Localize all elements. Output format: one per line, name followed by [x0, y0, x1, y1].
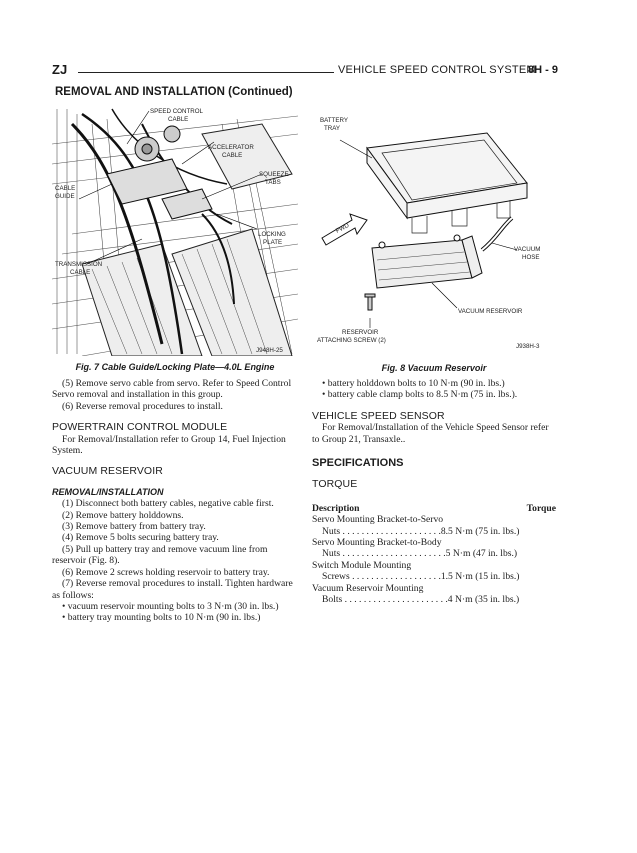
label-accelerator-cable-2: CABLE	[222, 152, 243, 159]
label-transmission-cable-2: CABLE	[70, 269, 91, 276]
label-speed-control-cable-1: SPEED CONTROL	[150, 108, 203, 115]
bullet-cable-clamp-bolts: • battery cable clamp bolts to 8.5 N·m (75 in. lbs.).	[322, 389, 518, 401]
right-column	[312, 378, 556, 606]
step-6-servo: (6) Reverse removal procedures to install.	[62, 400, 223, 412]
label-locking-plate-2: PLATE	[263, 239, 283, 246]
label-squeeze-tabs-2: TABS	[265, 179, 281, 186]
spec-row-value: Screws . . . . . . . . . . . . . . . . . . .1.5 N·m (15 in. lbs.)	[322, 571, 520, 583]
header-group-code: ZJ	[52, 62, 68, 77]
pcm-text: For Removal/Installation refer to Group 14, Fuel Injection System.	[52, 433, 286, 457]
engine-cable-drawing	[52, 104, 298, 356]
spec-row	[312, 537, 556, 560]
specifications-heading: SPECIFICATIONS	[312, 457, 404, 470]
spec-row-desc: Servo Mounting Bracket-to-Body	[312, 537, 442, 549]
spec-row-desc: Vacuum Reservoir Mounting	[312, 582, 424, 594]
label-battery-tray-1: BATTERY	[320, 117, 348, 124]
label-reservoir-screw-1: RESERVOIR	[342, 329, 379, 336]
label-locking-plate-1: LOCKING	[258, 231, 286, 238]
label-cable-guide-1: CABLE	[55, 185, 76, 192]
spec-row	[312, 560, 556, 583]
label-battery-tray-2: TRAY	[324, 125, 341, 132]
label-transmission-cable-1: TRANSMISSION	[55, 261, 103, 268]
label-vacuum-reservoir: VACUUM RESERVOIR	[458, 308, 523, 315]
vacuum-reservoir-drawing	[312, 108, 556, 352]
spec-row-desc: Switch Module Mounting	[312, 559, 412, 571]
step-5: (5) Pull up battery tray and remove vacuum line from reservoir (Fig. 8).	[52, 543, 268, 567]
bullet-reservoir-bolts: • vacuum reservoir mounting bolts to 3 N·m (30 in. lbs.)	[62, 600, 279, 612]
step-1: (1) Disconnect both battery cables, negative cable first.	[62, 498, 274, 510]
step-5-servo: (5) Remove servo cable from servo. Refer to Speed Control Servo removal and installation in this group.	[52, 378, 292, 401]
figure-7-caption: Fig. 7 Cable Guide/Locking Plate—4.0L Engine	[75, 362, 275, 372]
pcm-heading: POWERTRAIN CONTROL MODULE	[52, 421, 228, 434]
label-accelerator-cable-1: ACCELERATOR	[208, 144, 254, 151]
vacuum-reservoir-heading: VACUUM RESERVOIR	[52, 465, 163, 478]
bullet-holddown-bolts: • battery holddown bolts to 10 N·m (90 in. lbs.)	[322, 378, 505, 389]
step-4: (4) Remove 5 bolts securing battery tray.	[62, 532, 219, 544]
label-speed-control-cable-2: CABLE	[168, 116, 189, 123]
step-7: (7) Reverse removal procedures to install. Tighten hardware as follows:	[52, 578, 293, 601]
label-vacuum-hose-1: VACUUM	[514, 246, 541, 253]
spec-row-desc: Servo Mounting Bracket-to-Servo	[312, 514, 444, 526]
torque-heading: TORQUE	[312, 478, 358, 491]
figure-7-code: J948H-25	[256, 347, 283, 354]
spec-row-value: Nuts . . . . . . . . . . . . . . . . . . . . .8.5 N·m (75 in. lbs.)	[322, 525, 520, 537]
label-vacuum-hose-2: HOSE	[522, 254, 540, 261]
header-title: VEHICLE SPEED CONTROL SYSTEM	[338, 64, 536, 76]
label-cable-guide-2: GUIDE	[55, 193, 75, 200]
figure-8-caption: Fig. 8 Vacuum Reservoir	[381, 363, 487, 373]
spec-table-header	[312, 503, 556, 514]
spec-row	[312, 583, 556, 606]
removal-installation-heading: REMOVAL/INSTALLATION	[52, 486, 164, 497]
figure-8-illustration	[312, 108, 556, 352]
spec-col-torque: Torque	[526, 502, 556, 514]
figure-8-code: J938H-3	[516, 343, 540, 350]
section-heading: REMOVAL AND INSTALLATION (Continued)	[55, 86, 293, 98]
vss-text: For Removal/Installation of the Vehicle Speed Sensor refer to Group 21, Transaxle..	[312, 422, 549, 445]
page-number: 8H - 9	[528, 64, 558, 76]
figure-7-illustration	[52, 104, 298, 356]
step-6: (6) Remove 2 screws holding reservoir to battery tray.	[62, 566, 270, 578]
label-fwd: FWD	[334, 221, 351, 235]
spec-col-description: Description	[312, 502, 360, 514]
bullet-tray-bolts: • battery tray mounting bolts to 10 N·m (90 in. lbs.)	[62, 612, 261, 624]
spec-row	[312, 514, 556, 537]
vss-heading: VEHICLE SPEED SENSOR	[312, 409, 445, 422]
step-2: (2) Remove battery holddowns.	[62, 509, 184, 521]
spec-row-value: Bolts . . . . . . . . . . . . . . . . . . . . . .4 N·m (35 in. lbs.)	[322, 594, 520, 606]
spec-row-value: Nuts . . . . . . . . . . . . . . . . . . . . . .5 N·m (47 in. lbs.)	[322, 548, 518, 560]
step-3: (3) Remove battery from battery tray.	[62, 521, 206, 533]
header-rule	[78, 72, 334, 73]
left-column	[52, 378, 298, 624]
label-squeeze-tabs-1: SQUEEZE	[259, 171, 289, 178]
label-reservoir-screw-2: ATTACHING SCREW (2)	[317, 337, 386, 344]
